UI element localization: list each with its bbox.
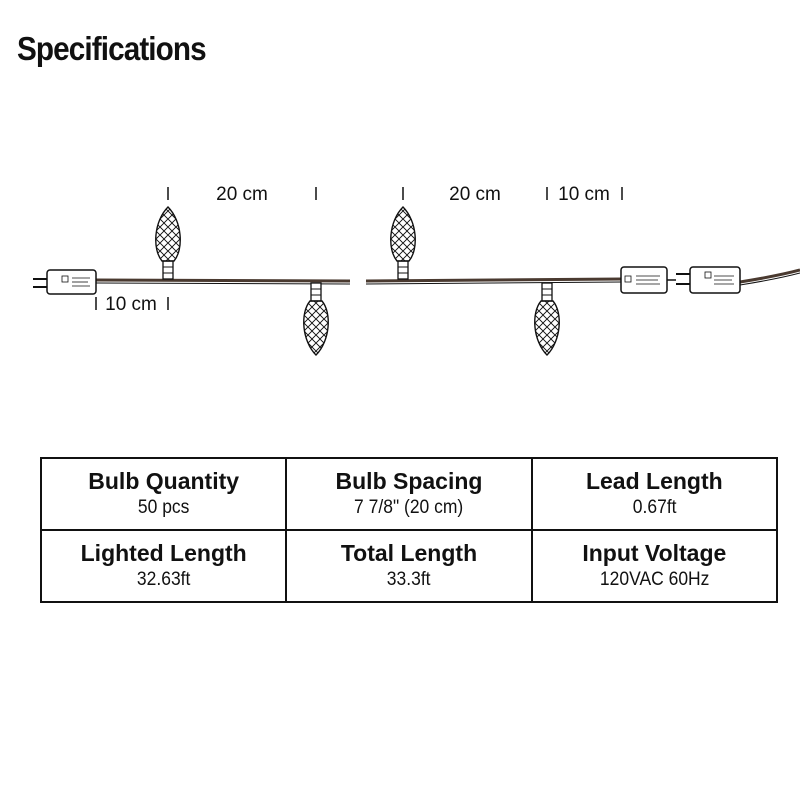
spec-value: 120VAC 60Hz [599,569,710,590]
specifications-table [40,457,778,603]
bulb-icon [535,283,560,355]
spec-label: Lead Length [585,468,723,494]
spec-label: Input Voltage [582,540,727,566]
light-string-diagram [0,170,800,390]
spec-value: 33.3ft [387,569,431,590]
spec-value: 7 7/8" (20 cm) [354,497,464,518]
spec-label: Bulb Spacing [335,468,483,494]
spec-cell [41,530,286,602]
spec-value: 0.67ft [632,497,677,518]
bulb-icon [156,207,181,279]
spec-label: Lighted Length [80,540,247,566]
end-plug-icon [676,267,740,293]
dimension-label-lead-in: 10 cm [105,294,157,315]
female-socket-icon [621,267,676,293]
page-title: Specifications [17,30,206,67]
dimension-label-spacing-2: 20 cm [449,184,501,205]
spec-cell [532,458,777,530]
dimension-label-lead-out: 10 cm [558,184,610,205]
spec-cell [286,458,531,530]
spec-cell [532,530,777,602]
spec-label: Bulb Quantity [88,468,240,494]
table-row [41,458,777,530]
table-row [41,530,777,602]
bulb-icon [304,283,329,355]
spec-cell [41,458,286,530]
spec-cell [286,530,531,602]
spec-value: 32.63ft [136,569,191,590]
dimension-label-spacing-1: 20 cm [216,184,268,205]
bulb-icon [391,207,416,279]
male-plug-icon [33,270,96,294]
spec-label: Total Length [340,540,478,566]
spec-value: 50 pcs [137,497,190,518]
